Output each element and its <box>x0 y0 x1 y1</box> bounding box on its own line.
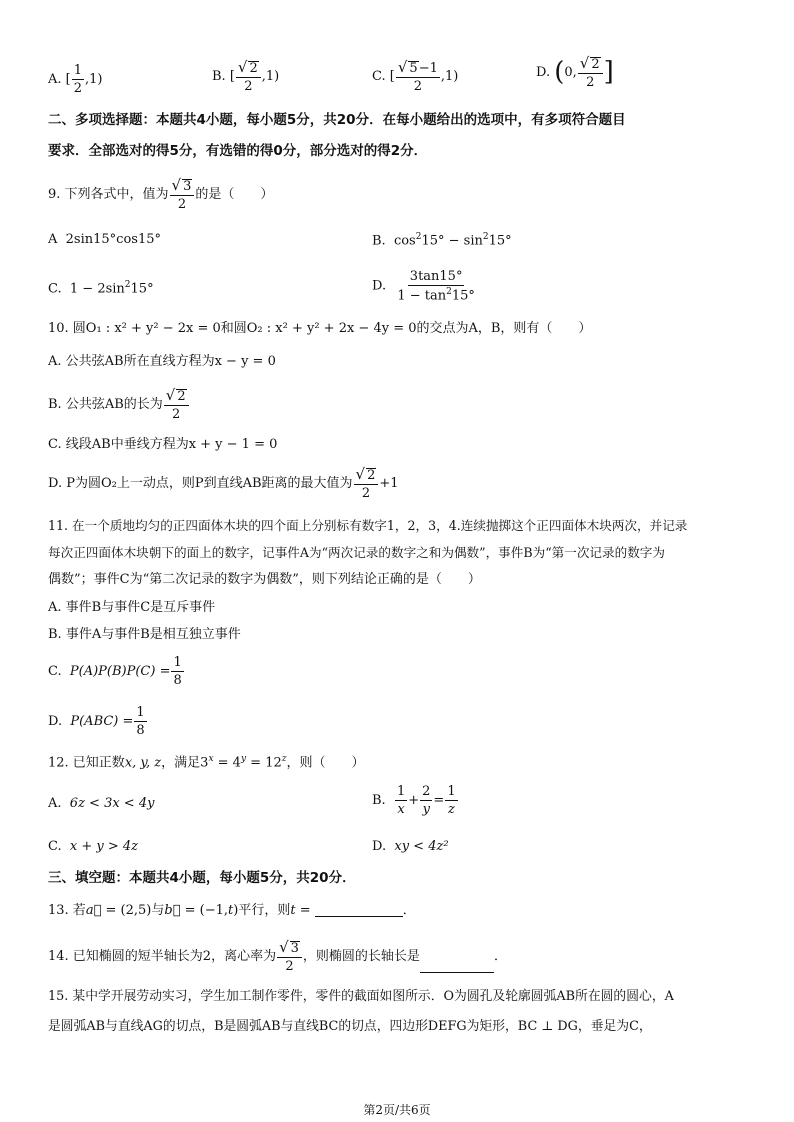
q15-stem-line1: 15. 某中学开展劳动实习，学生加工制作零件，零件的截面如图所示．O为圆孔及轮廓圆弧AB所在圆的圆心，A <box>48 989 674 1004</box>
q9-stem: 9. 下列各式中，值为 $\frac{√ 3}{2}$ 的是（ ） <box>48 176 274 212</box>
q11-option-d: D. P(ABC) = $\frac{1}{8}$ <box>48 705 145 738</box>
q13-answer-blank[interactable] <box>315 916 403 917</box>
page-footer: 第2页/共6页 <box>363 1103 431 1117</box>
q10-option-b: B. 公共弦AB的长为 $\frac{√ 2}{2}$ <box>48 388 190 421</box>
q8-option-a: A. [ $\frac{1}{2}$ ,1) <box>48 63 103 96</box>
q13-stem: 13. 若a⃗ = (2,5)与b⃗ = (−1,t)平行，则t = ． <box>48 903 416 918</box>
q12-option-a: A. 6z < 3x < 4y <box>48 796 155 811</box>
q10-option-a: A. 公共弦AB所在直线方程为x − y = 0 <box>48 354 276 369</box>
q12-option-d: D. xy < 4z² <box>372 839 449 854</box>
q11-option-c: C. P(A)P(B)P(C) = $\frac{1}{8}$ <box>48 655 182 688</box>
q9-option-c: C. $1 - 2\sin^215^\circ$ <box>48 280 154 297</box>
q12-option-c: C. x + y > 4z <box>48 839 139 854</box>
q9-option-a: A 2sin15°cos15° <box>48 232 161 247</box>
q8-option-c: C. [ $\frac{√ 5-1}{2}$ ,1) <box>372 58 459 94</box>
q12-stem: 12. 已知正数x, y, z，满足$3^x = 4^y = 12^z$，则（ ） <box>48 754 365 771</box>
q8-option-d: D. (0, $\frac{√ 2}{2}$ ] <box>536 54 614 90</box>
q9-option-d: D. $\frac{3\tan 15^\circ}{1 - \tan^215^\circ}$ <box>372 269 475 304</box>
section2-heading-line2: 要求．全部选对的得5分，有选错的得0分，部分选对的得2分． <box>48 143 428 159</box>
q12-option-b: B. $\frac{1}{x}$ + $\frac{2}{y}$ = $\frac{1}{z}$ <box>372 784 456 817</box>
q11-option-a: A. 事件B与事件C是互斥事件 <box>48 600 216 615</box>
q15-stem-line2: 是圆弧AB与直线AG的切点，B是圆弧AB与直线BC的切点，四边形DEFG为矩形，BC ⊥ DG，垂足为C， <box>48 1019 652 1034</box>
q11-stem-line2: 每次正四面体木块朝下的面上的数字，记事件A为“两次记录的数字之和为偶数”，事件B为“第一次记录的数字为 <box>48 545 665 560</box>
q10-stem: 10. 圆O₁ : x² + y² − 2x = 0和圆O₂ : x² + y² + 2x − 4y = 0的交点为A，B，则有（ ） <box>48 321 592 336</box>
q11-stem-line1: 11. 在一个质地均匀的正四面体木块的四个面上分别标有数字1，2，3，4.连续抛掷这个正四面体木块两次，并记录 <box>48 518 688 533</box>
q14-stem: 14. 已知椭圆的短半轴长为2，离心率为 $\frac{√ 3}{2}$ ，则椭圆的长轴长是 ． <box>48 938 507 974</box>
q10-option-c: C. 线段AB中垂线方程为x + y − 1 = 0 <box>48 437 278 452</box>
q11-option-b: B. 事件A与事件B是相互独立事件 <box>48 627 241 642</box>
q11-stem-line3: 偶数”；事件C为“第二次记录的数字为偶数”，则下列结论正确的是（ ） <box>48 572 481 587</box>
q8-option-b: B. [ $\frac{√ 2}{2}$ ,1) <box>212 58 280 94</box>
q9-option-b: B. $\cos^215^\circ - \sin^215^\circ$ <box>372 232 512 249</box>
section2-heading-line1: 二、多项选择题：本题共4小题，每小题5分，共20分．在每小题给出的选项中，有多项符合题目 <box>48 112 626 128</box>
section3-heading: 三、填空题：本题共4小题，每小题5分，共20分． <box>48 870 356 886</box>
q14-answer-blank[interactable] <box>420 972 494 973</box>
q10-option-d: D. P为圆O₂上一动点，则P到直线AB距离的最大值为 $\frac{√ 2}{2}$ +1 <box>48 465 399 501</box>
